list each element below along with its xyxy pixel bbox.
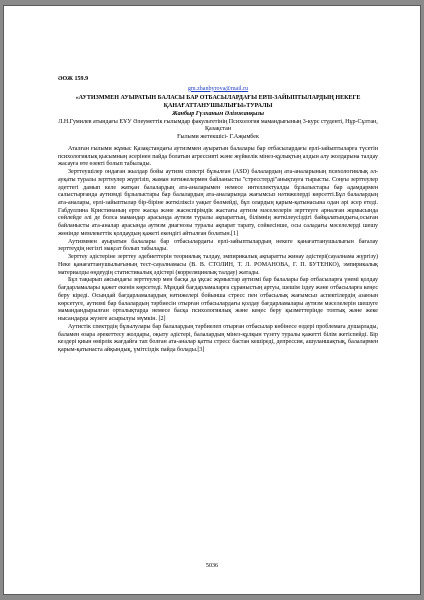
- paragraph-relevance: Аталған ғылыми жұмыс Қазақстандағы аутизммен ауыратын балалары бар отбасылардағы ерлі-зайыптыларға түсетін психологиялық қысымның әсерінен пайда болатын агрессивті және жүйкелік мінез-құлықтың алдын алу жолдарына талдау жасауға өте өзекті болып табылады.: [58, 145, 378, 168]
- supervisor: Ғылыми жетекшісі- Г.Аҗымбек: [177, 134, 259, 141]
- article-title: «АУТИЗММЕН АУЫРАТЫН БАЛАСЫ БАР ОТБАСЫЛАРДАҒЫ ЕРЛІ-ЗАЙЫПТЫЛАРДЫҢ НЕКЕГЕ ҚАНАҒАТТАНУШЫЛЫҒЫ»ТУРАЛЫ: [75, 95, 361, 110]
- document-page: [3, 5, 421, 595]
- paragraph-family-stress: Аутистік спектрдің бұзылулары бар балалардың тәрбиелеп отырған отбасылар көбінесе өздері проблемаға душарлады, баламен өзара әрекеттесу жолдары, оқыту әдістері, балалардың мінез-құлқын түзету туралы қажетті білім жетіспейді. Бір кездері қиын өмірлік жағдайға тап болған ата-аналар қатты стресс бастан кешіреді, депрессия, ашуланшақтық, балалармен қарым-қатынаста айқындық, үмітсіздік пайда болады.[3]: [58, 323, 378, 353]
- paragraph-support-programs: Бұл тақырып аясындағы зерттеулер мен басқа да ұқсас жұмыстар аутизмі бар балалары бар отбасыларға үнемі қолдау бағдарламалары қажет екенін көрсетеді. Мұндай бағдарламаларға сұраныстың артуы, шешім іздеу және отбасыларға кеңес беру кіреді. Осындай бағдарламалардың нәтижелері бойынша стресс пен отбасылық жағымсыз аспектілердің азаюын көрсетуге, аутизмі бар балалардың тәрбиесін отырған отбасылардағы қолдау бағдарламалары аутизм мәселелерін шешуге мамандандырылған орталықтарда немесе басқа психологиялық және кеңес беру қызметтерінде топтық және жеке нысандарда жүзеге асырылуы мүмкін. [2]: [58, 277, 378, 323]
- paragraph-purpose: Аутизммен ауыратын балалары бар отбасылардағы ерлі-зайыптылардың некеге қанағаттанушылығын бағалау зерттеудің негізгі мақсат болып табылады.: [58, 238, 378, 253]
- author-email-link[interactable]: gm.zhanbyrova@mail.ru: [187, 85, 249, 92]
- author-affiliation: Л.Н.Гумилев атындағы ЕҰУ Әлеуметтік ғылымдар факультетінің Психология мамандығының 3-курс студенті, Нұр-Сұлтан, Қазақстан: [58, 118, 378, 133]
- article-content: [58, 76, 378, 355]
- udc-code: ӘОЖ 159.9: [58, 76, 89, 82]
- page-number: 5036: [205, 563, 219, 569]
- paragraph-methods: Зерттеу әдістеріне зерттеу әдебиеттерін теориялық талдау, эмпирикалық ақпаратты жинау әдістері(сауалнама жүргізу) Неке қанағаттанушылығының тест-сауалнамасы (В. В. СТОЛИН, Т. Л. РОМАНОВА, Г. П. БУТЕНКО), эмпирикалық материалды өңдеудің статистикалық әдістері (корреляциялық талдау) жатады.: [58, 254, 378, 276]
- author-name: Жанбыр Гүлханым Әлімжанқызы: [172, 110, 264, 117]
- paragraph-research-background: Зерттеушілер ондаған жылдар бойы аутизм спектрі бұзылған (ASD) балалардың ата-аналарының психологиялық әл-ауқаты туралы зерттеулер жүргізіп, жаман нәтижелермен байланысты "стресстерді"анықтауға тырысты. Соңғы зерттеулер әдеттегі дамып келе жатқан балалардың ата-аналарымен немесе интеллектуалды бұзылыстары бар адамдармен салыстырғанда аутизмді бұзылыстары бар балалардың ата-аналарында жағымсыз нәтижелерді көрсетті.Бұл балалардың ата-аналары, ерлі-зайыптылар бір-біріне жеткіліксіз уақыт бөлмейді, бұл олардың қарым-қатынасына одан әрі әсер етеді. Габдуллина Кристинаның ерте жасқа және жасөспірімдік жастағы аутизм мәселелерін зерттеуге арналған жұмысында сөйлейде әлі де болса мамандар арасында аутизм туралы ақпараттың, білімнің жеткілеусіздігі байқалатындығы,осыған байланысты ата-аналар арасында аутизм диагнозы туралы ақпарат тарату, сойкесінше, осы саладағы мәселелерді шешу жөнінде мемлекеттік қолдаудың қажеті екендігі айтылған болатын.[1]: [58, 169, 378, 237]
